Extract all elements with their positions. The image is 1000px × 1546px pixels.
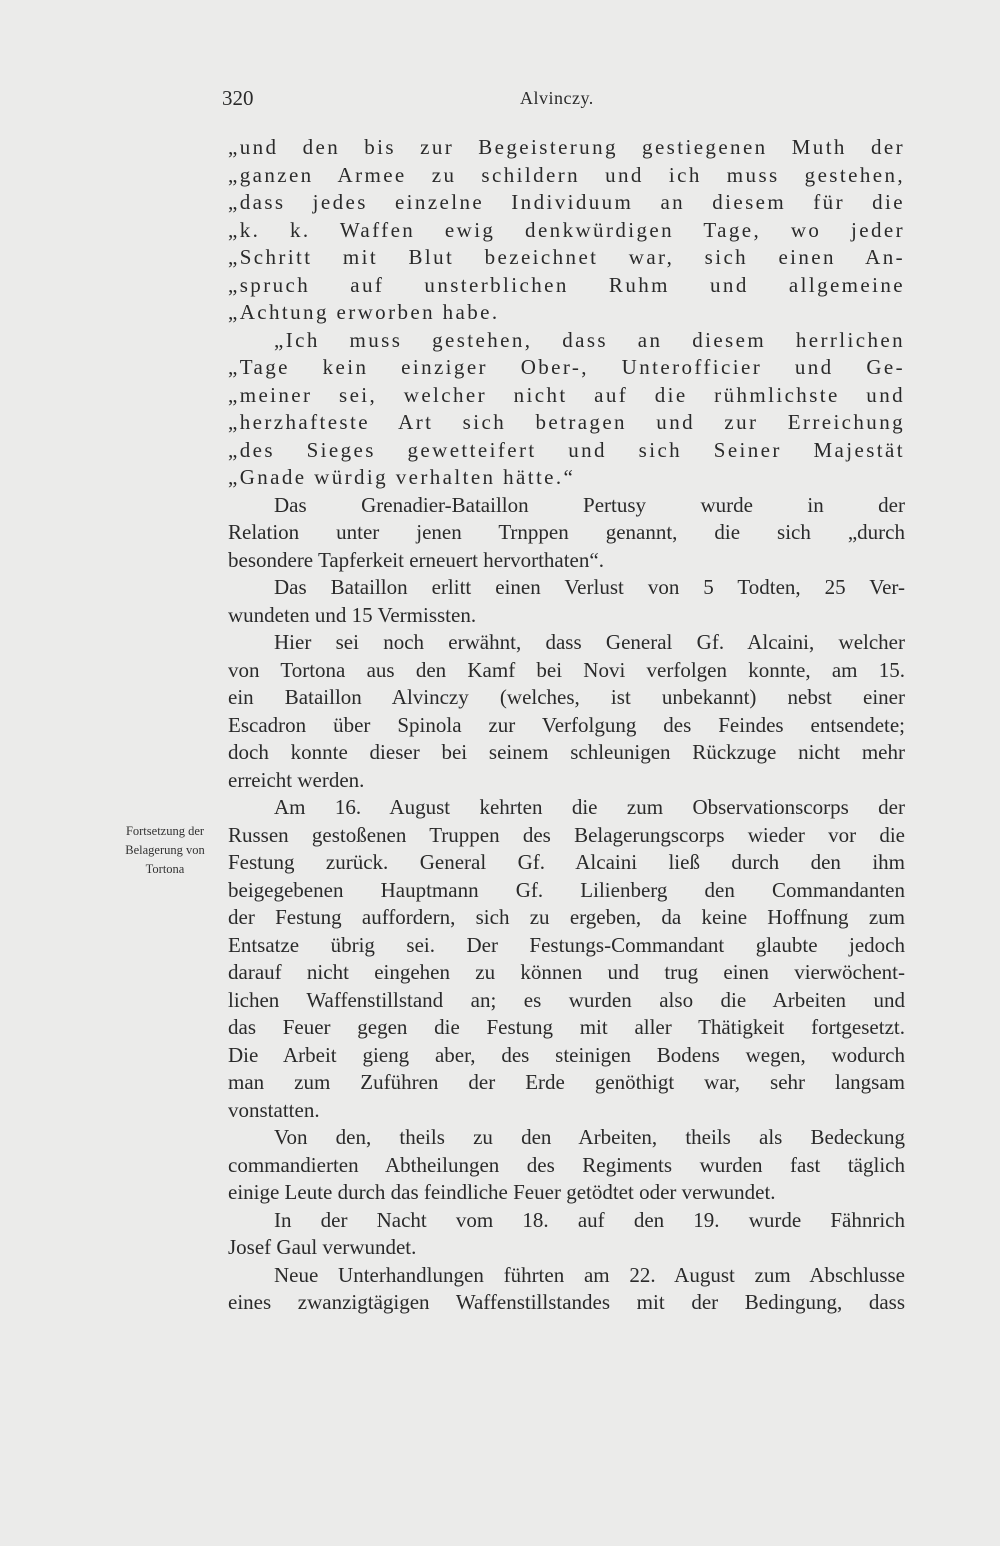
text-line: „Achtung erworben habe. (228, 300, 500, 324)
margin-note-line: Fortsetzung der (125, 824, 205, 838)
text-line: von Tortona aus den Kamf bei Novi verfolgen konnte, am 15. (228, 657, 905, 682)
text-line: Josef Gaul verwundet. (228, 1235, 417, 1259)
margin-note-line: Tortona (145, 862, 185, 876)
text-line: „des Sieges gewetteifert und sich Seiner Majestät (228, 437, 905, 462)
text-line: beigegebenen Hauptmann Gf. Lilienberg den Commandanten (228, 877, 905, 902)
text-line: eines zwanzigtägigen Waffenstillstandes mit der Bedingung, dass (228, 1290, 905, 1314)
margin-note-line: Belagerung von (125, 843, 205, 857)
text-line: vonstatten. (228, 1097, 320, 1122)
text-line: commandierten Abtheilungen des Regiments wurden fast täglich (228, 1152, 905, 1177)
text-line: Entsatze übrig sei. Der Festungs-Commandant glaubte jedoch (228, 932, 905, 957)
page-number: 320 (222, 86, 254, 110)
text-line: Das Bataillon erlitt einen Verlust von 5 Todten, 25 Ver- (274, 575, 905, 599)
text-line: doch konnte dieser bei seinem schleunigen Rückzuge nicht mehr (228, 740, 905, 764)
running-title: Alvinczy. (520, 88, 594, 108)
text-line: „und den bis zur Begeisterung gestiegenen Muth der (228, 135, 905, 159)
text-line: Escadron über Spinola zur Verfolgung des Feindes entsendete; (228, 712, 905, 737)
body-text (228, 134, 905, 1317)
text-line: darauf nicht eingehen zu können und trug einen vierwöchent- (228, 960, 905, 984)
text-line: der Festung auffordern, sich zu ergeben, da keine Hoffnung zum (228, 905, 905, 929)
text-line: Von den, theils zu den Arbeiten, theils als Bedeckung (274, 1125, 905, 1149)
text-line: Am 16. August kehrten die zum Observationscorps der (274, 795, 905, 819)
text-line: erreicht werden. (228, 767, 365, 792)
text-line: „herzhafteste Art sich betragen und zur Erreichung (228, 410, 905, 434)
text-line: das Feuer gegen die Festung mit aller Thätigkeit fortgesetzt. (228, 1015, 905, 1039)
text-line: ein Bataillon Alvinczy (welches, ist unbekannt) nebst einer (228, 685, 905, 709)
text-line: „k. k. Waffen ewig denkwürdigen Tage, wo jeder (228, 217, 905, 242)
text-line: In der Nacht vom 18. auf den 19. wurde Fähnrich (274, 1207, 905, 1232)
text-line: einige Leute durch das feindliche Feuer getödtet oder verwundet. (228, 1180, 776, 1204)
text-line: „Ich muss gestehen, dass an diesem herrlichen (274, 327, 905, 352)
text-line: „meiner sei, welcher nicht auf die rühmlichste und (228, 382, 905, 407)
text-line: man zum Zuführen der Erde genöthigt war, sehr langsam (228, 1070, 905, 1094)
text-line: wundeten und 15 Vermissten. (228, 602, 477, 627)
margin-note (104, 822, 226, 879)
text-line: „dass jedes einzelne Individuum an diesem für die (228, 190, 905, 214)
text-line: „Schritt mit Blut bezeichnet war, sich einen An- (228, 245, 905, 269)
text-line: „Tage kein einziger Ober-, Unterofficier und Ge- (228, 355, 905, 379)
text-line: Das Grenadier-Bataillon Pertusy wurde in der (274, 492, 905, 517)
text-line: besondere Tapferkeit erneuert hervorthaten“. (228, 547, 604, 572)
text-line: „spruch auf unsterblichen Ruhm und allgemeine (228, 272, 905, 297)
text-line: Neue Unterhandlungen führten am 22. August zum Abschlusse (274, 1262, 905, 1287)
text-line: Russen gestoßenen Truppen des Belagerungscorps wieder vor die (228, 822, 905, 847)
text-line: „Gnade würdig verhalten hätte.“ (228, 465, 576, 489)
text-line: lichen Waffenstillstand an; es wurden also die Arbeiten und (228, 987, 905, 1012)
text-line: „ganzen Armee zu schildern und ich muss gestehen, (228, 162, 905, 187)
text-line: Festung zurück. General Gf. Alcaini ließ durch den ihm (228, 850, 905, 874)
text-line: Relation unter jenen Trnppen genannt, die sich „durch (228, 520, 905, 544)
page-header (222, 86, 907, 116)
text-line: Hier sei noch erwähnt, dass General Gf. Alcaini, welcher (274, 630, 905, 654)
text-line: Die Arbeit gieng aber, des steinigen Bodens wegen, wodurch (228, 1042, 905, 1067)
